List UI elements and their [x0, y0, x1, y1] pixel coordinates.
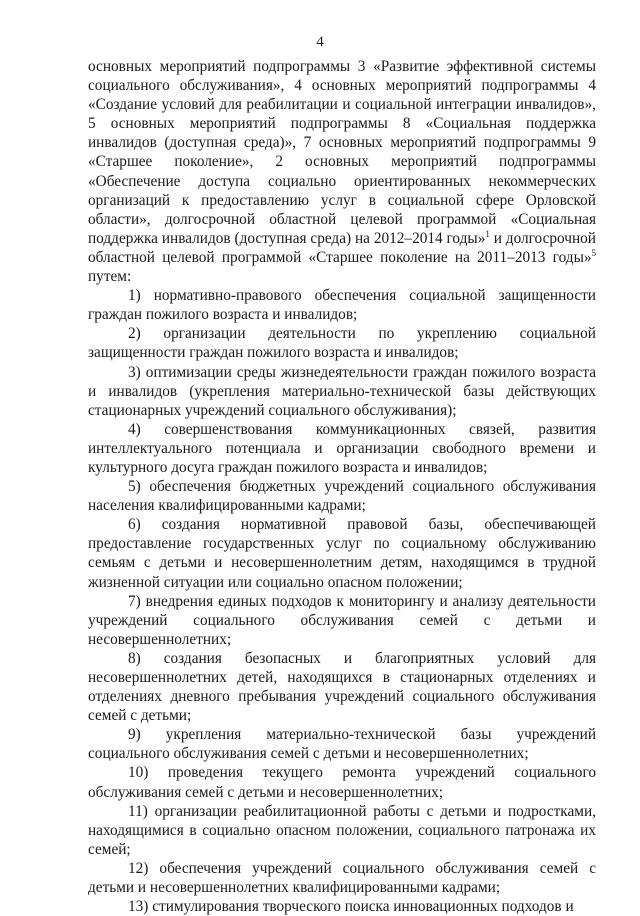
- intro-text-end: путем:: [88, 268, 132, 286]
- list-item-10: 10) проведения текущего ремонта учреждений социального обслуживания семей с детьми и несовершеннолетних;: [88, 764, 596, 801]
- list-item-6: 6) создания нормативной правовой базы, обеспечивающей предоставление государственных услуг по социальному обслуживанию семьям с детьми и несовершеннолетним детям, находящимся в трудной жизненной ситуации или социально опасном положении;: [88, 516, 596, 591]
- list-item-13: 13) стимулирования творческого поиска инновационных подходов и: [128, 898, 574, 916]
- list-item-4: 4) совершенствования коммуникационных связей, развития интеллектуального потенциала и организации свободного времени и культурного досуга граждан пожилого возраста и инвалидов;: [88, 420, 596, 476]
- list-item-8: 8) создания безопасных и благоприятных условий для несовершеннолетних детей, находящихся в стационарных отделениях и отделениях дневного пребывания учреждений социального обслуживания семей с детьми;: [88, 649, 596, 725]
- list-item-11: 11) организации реабилитационной работы с детьми и подростками, находящимися в социально опасном положении, социального патронажа их семей;: [88, 802, 596, 858]
- list-item-7: 7) внедрения единых подходов к мониторингу и анализу деятельности учреждений социального обслуживания семей с детьми и несовершеннолетних;: [88, 592, 596, 648]
- intro-text-continued: и долгосрочной областной целевой программой «Старшее поколение на 2011–2013 годы»: [88, 229, 596, 266]
- list-item-3: 3) оптимизации среды жизнедеятельности граждан пожилого возраста и инвалидов (укрепления материально-технической базы действующих стационарных учреждений социального обслуживания);: [88, 363, 596, 419]
- footnote-ref-5[interactable]: 5: [591, 247, 596, 258]
- list-item-2: 2) организации деятельности по укреплению социальной защищенности граждан пожилого возраста и инвалидов;: [88, 325, 596, 362]
- list-item-5: 5) обеспечения бюджетных учреждений социального обслуживания населения квалифицированными кадрами;: [88, 478, 596, 515]
- footnote-ref-1[interactable]: 1: [485, 228, 490, 239]
- list-item-1: 1) нормативно-правового обеспечения социальной защищенности граждан пожилого возраста и инвалидов;: [88, 287, 596, 324]
- list-item-9: 9) укрепления материально-технической базы учреждений социального обслуживания семей с детьми и несовершеннолетних;: [88, 726, 596, 763]
- intro-paragraph: [88, 57, 596, 286]
- list-item-12: 12) обеспечения учреждений социального обслуживания семей с детьми и несовершеннолетних квалифицированными кадрами;: [88, 859, 596, 897]
- body-text: [88, 57, 596, 916]
- page-number: 4: [316, 34, 324, 50]
- intro-text: основных мероприятий подпрограммы 3 «Развитие эффективной системы социального обслуживания», 4 основных мероприятий подпрограммы 4 «Создание условий для реабилитации и социальной интеграции инвалидов», 5 основных мероприятий подпрограммы 8 «Социальная поддержка инвалидов (доступная среда)», 7 основных мероприятий подпрограммы 9 «Старшее поколение», 2 основных мероприятий подпрограммы «Обеспечение доступа социально ориентированных некоммерческих организаций к предоставлению услуг в социальной сфере Орловской области», долгосрочной областной целевой программой «Социальная поддержка инвалидов (доступная среда) на 2012–2014 годы»: [88, 58, 596, 247]
